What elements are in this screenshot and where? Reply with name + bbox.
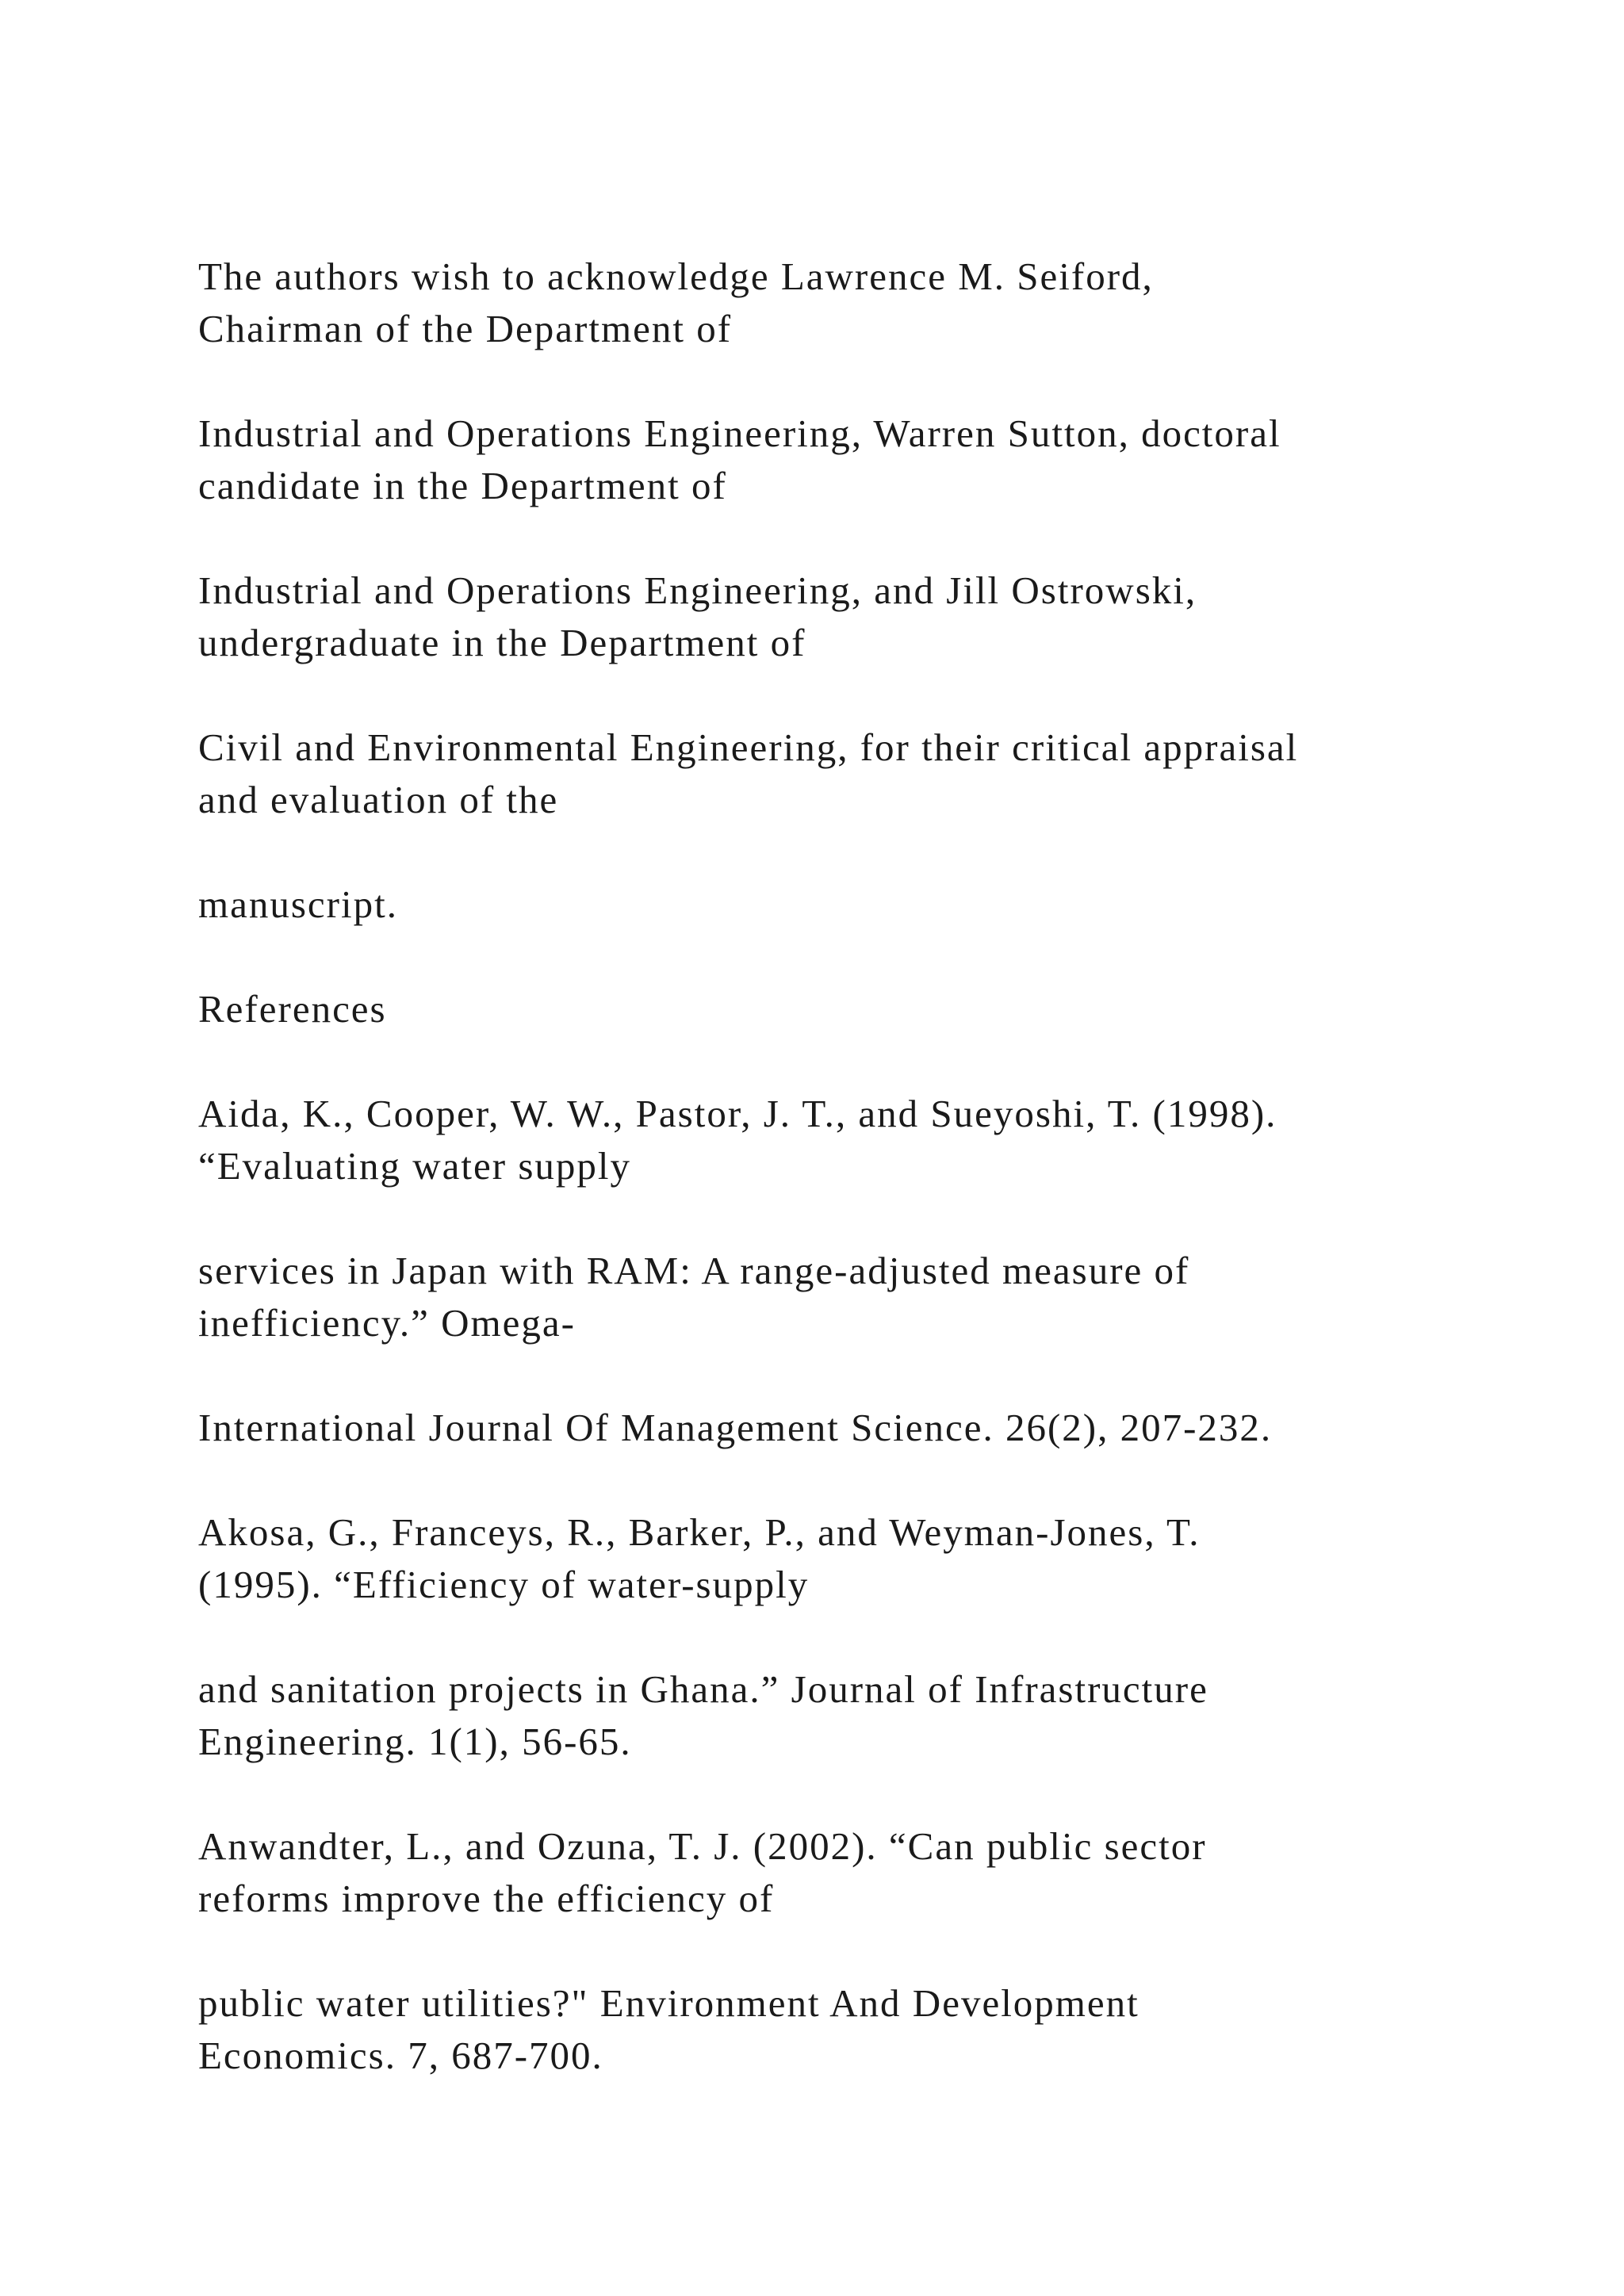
text-line: manuscript. [198,882,398,926]
text-line: International Journal Of Management Science. 26(2), 207-232. [198,1406,1273,1449]
text-line: reforms improve the efficiency of [198,1877,775,1920]
text-line: candidate in the Department of [198,464,727,507]
text-line: Industrial and Operations Engineering, and Jill Ostrowski, [198,568,1197,612]
reference-paragraph [198,1977,1546,2082]
text-line: Civil and Environmental Engineering, for their critical appraisal [198,725,1299,769]
references-heading [198,983,1546,1035]
reference-paragraph [198,1088,1546,1192]
reference-paragraph [198,1245,1546,1349]
text-line: Industrial and Operations Engineering, Warren Sutton, doctoral [198,411,1281,455]
text-line: inefficiency.” Omega- [198,1301,576,1345]
acknowledgment-paragraph [198,251,1546,355]
text-line: Anwandter, L., and Ozuna, T. J. (2002). “Can public sector [198,1824,1207,1868]
text-line: services in Japan with RAM: A range-adjusted measure of [198,1249,1190,1292]
text-line: Chairman of the Department of [198,307,733,350]
text-line: and sanitation projects in Ghana.” Journal of Infrastructure [198,1667,1208,1711]
section-heading: References [198,987,387,1031]
text-line: Aida, K., Cooper, W. W., Pastor, J. T., and Sueyoshi, T. (1998). [198,1092,1277,1135]
text-line: The authors wish to acknowledge Lawrence M. Seiford, [198,254,1154,298]
reference-paragraph [198,1663,1546,1768]
text-line: Akosa, G., Franceys, R., Barker, P., and Weyman-Jones, T. [198,1510,1201,1554]
reference-paragraph [198,1402,1546,1454]
document-body [198,251,1546,2134]
text-line: “Evaluating water supply [198,1144,632,1188]
text-line: public water utilities?" Environment And Development [198,1981,1139,2025]
acknowledgment-paragraph [198,408,1546,512]
acknowledgment-paragraph [198,564,1546,669]
text-line: (1995). “Efficiency of water-supply [198,1563,810,1606]
text-line: Economics. 7, 687-700. [198,2034,603,2077]
acknowledgment-paragraph [198,878,1546,931]
reference-paragraph [198,1506,1546,1611]
acknowledgment-paragraph [198,721,1546,826]
text-line: Engineering. 1(1), 56-65. [198,1720,632,1763]
text-line: and evaluation of the [198,778,559,821]
reference-paragraph [198,1820,1546,1925]
text-line: undergraduate in the Department of [198,621,806,664]
